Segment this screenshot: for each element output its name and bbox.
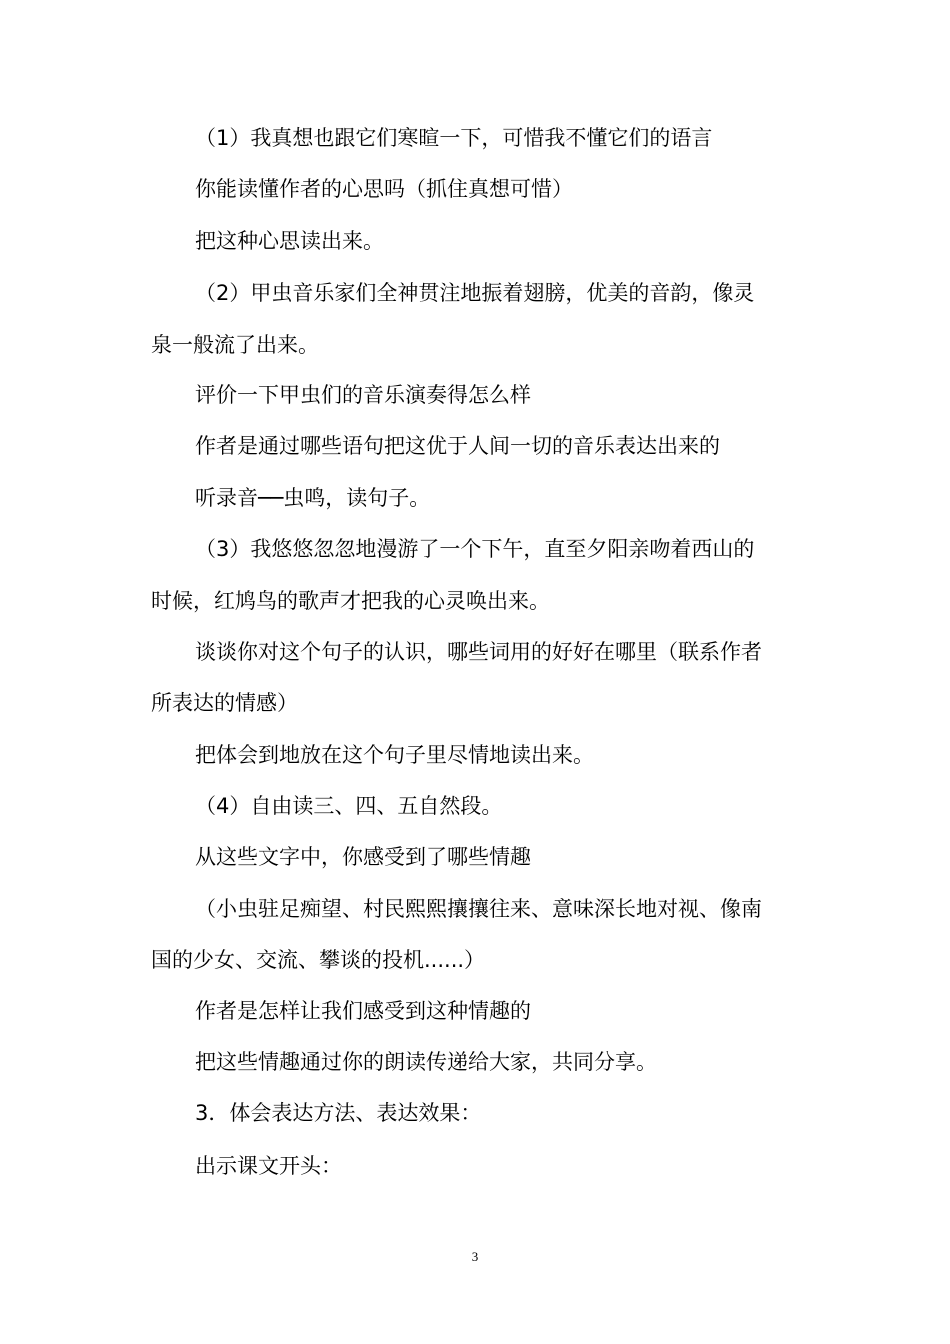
paragraph-line: （1）我真想也跟它们寒暄一下，可惜我不懂它们的语言 (195, 126, 713, 150)
paragraph-line: （2）甲虫音乐家们全神贯注地振着翅膀，优美的音韵，像灵 (195, 281, 755, 305)
paragraph-line: 作者是怎样让我们感受到这种情趣的 (195, 999, 531, 1023)
paragraph-line: 3．体会表达方法、表达效果： (195, 1101, 482, 1125)
paragraph-line: 听录音──虫鸣，读句子。 (195, 486, 431, 510)
paragraph-line: 泉一般流了出来。 (151, 333, 319, 357)
paragraph-line: 评价一下甲虫们的音乐演奏得怎么样 (195, 383, 531, 407)
paragraph-line: （3）我悠悠忽忽地漫游了一个下午，直至夕阳亲吻着西山的 (195, 537, 755, 561)
paragraph-line: 所表达的情感） (151, 691, 298, 715)
paragraph-line: 你能读懂作者的心思吗（抓住真想可惜） (195, 177, 573, 201)
paragraph-line: 国的少女、交流、攀谈的投机......） (151, 948, 486, 972)
paragraph-line: （小虫驻足痴望、村民熙熙攘攘往来、意味深长地对视、像南 (195, 897, 762, 921)
paragraph-line: 时候，红鸠鸟的歌声才把我的心灵唤出来。 (151, 589, 550, 613)
paragraph-line: 把这些情趣通过你的朗读传递给大家，共同分享。 (195, 1050, 657, 1074)
paragraph-line: 谈谈你对这个句子的认识，哪些词用的好好在哪里（联系作者 (195, 640, 762, 664)
paragraph-line: 从这些文字中，你感受到了哪些情趣 (195, 845, 531, 869)
paragraph-line: 出示课文开头： (195, 1154, 342, 1178)
page-number: 3 (471, 1249, 479, 1264)
paragraph-line: 作者是通过哪些语句把这优于人间一切的音乐表达出来的 (195, 434, 720, 458)
paragraph-line: 把这种心思读出来。 (195, 229, 384, 253)
paragraph-line: 把体会到地放在这个句子里尽情地读出来。 (195, 743, 594, 767)
paragraph-line: （4）自由读三、四、五自然段。 (195, 794, 503, 818)
